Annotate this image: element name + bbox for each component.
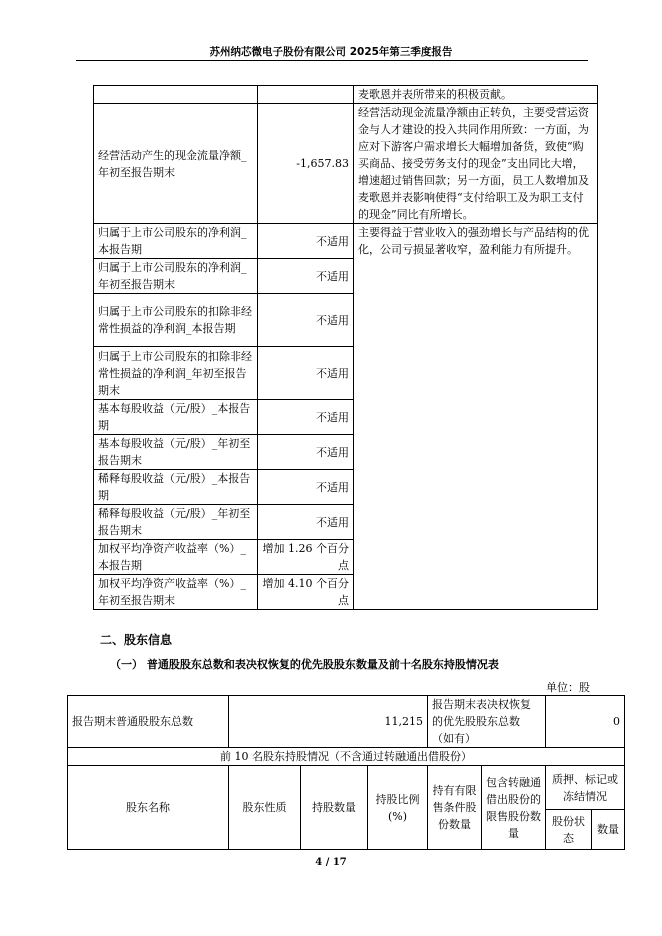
row-label: 归属于上市公司股东的扣除非经常性损益的净利润_本报告期 bbox=[94, 294, 258, 347]
row-value: 不适用 bbox=[258, 505, 354, 540]
shareholders-table bbox=[67, 695, 625, 850]
row-value: 不适用 bbox=[258, 259, 354, 294]
page-number: 4 / 17 bbox=[315, 857, 347, 868]
row-label: 归属于上市公司股东的净利润_本报告期 bbox=[94, 224, 258, 259]
row-value: 不适用 bbox=[258, 224, 354, 259]
cell-empty bbox=[258, 86, 354, 104]
continued-note: 麦歌恩并表所带来的积极贡献。 bbox=[354, 86, 598, 104]
row-label: 加权平均净资产收益率（%）_年初至报告期末 bbox=[94, 575, 258, 610]
col-header-nature: 股东性质 bbox=[229, 766, 301, 850]
col-header-name: 股东名称 bbox=[68, 766, 229, 850]
row-value: 增加 4.10 个百分点 bbox=[258, 575, 354, 610]
cell-empty bbox=[94, 86, 258, 104]
financial-indicators-table bbox=[93, 85, 598, 610]
col-header-quantity: 持股数量 bbox=[301, 766, 368, 850]
row-value: 增加 1.26 个百分点 bbox=[258, 540, 354, 575]
row-value: 不适用 bbox=[258, 470, 354, 505]
unit-label: 单位：股 bbox=[546, 681, 590, 694]
row-label: 稀释每股收益（元/股）_本报告期 bbox=[94, 470, 258, 505]
section-title: 二、股东信息 bbox=[100, 633, 173, 647]
profit-note: 主要得益于营业收入的强劲增长与产品结构的优化，公司亏损显著收窄，盈利能力有所提升。 bbox=[354, 224, 598, 610]
row-label: 基本每股收益（元/股）_本报告期 bbox=[94, 400, 258, 435]
col-header-restricted: 持有有限售条件股份数量 bbox=[428, 766, 482, 850]
row-value: 不适用 bbox=[258, 347, 354, 400]
row-value: 不适用 bbox=[258, 294, 354, 347]
cashflow-value: -1,657.83 bbox=[258, 104, 354, 224]
total-shareholders-value: 11,215 bbox=[229, 696, 428, 748]
col-header-lent: 包含转融通借出股份的限售股份数量 bbox=[482, 766, 546, 850]
top10-caption: 前 10 名股东持股情况（不含通过转融通出借股份） bbox=[68, 748, 625, 766]
section-subtitle: （一） 普通股股东总数和表决权恢复的优先股股东数量及前十名股东持股情况表 bbox=[110, 658, 499, 671]
cashflow-note: 经营活动现金流量净额由正转负，主要受营运资金与人才建设的投入共同作用所致：一方面，为应对下游客户需求增长大幅增加备货，致使“购买商品、接受劳务支付的现金”支出同比大增，增速超过销售回款；另一方面，员工人数增加及麦歌恩并表影响使得“支付给职工及为职工支付的现金”同比有所增长。 bbox=[354, 104, 598, 224]
cashflow-label: 经营活动产生的现金流量净额_年初至报告期末 bbox=[94, 104, 258, 224]
row-label: 归属于上市公司股东的净利润_年初至报告期末 bbox=[94, 259, 258, 294]
total-shareholders-label: 报告期末普通股股东总数 bbox=[68, 696, 229, 748]
header-rule bbox=[76, 60, 588, 61]
row-label: 基本每股收益（元/股）_年初至报告期末 bbox=[94, 435, 258, 470]
preferred-shareholders-label: 报告期末表决权恢复的优先股股东总数（如有） bbox=[428, 696, 546, 748]
row-value: 不适用 bbox=[258, 435, 354, 470]
col-header-pledge: 质押、标记或冻结情况 bbox=[546, 766, 625, 810]
col-header-count: 数量 bbox=[592, 810, 625, 850]
preferred-shareholders-value: 0 bbox=[546, 696, 625, 748]
col-header-status: 股份状态 bbox=[546, 810, 592, 850]
row-label: 稀释每股收益（元/股）_年初至报告期末 bbox=[94, 505, 258, 540]
page-header: 苏州纳芯微电子股份有限公司 2025年第三季度报告 bbox=[209, 46, 453, 58]
row-label: 加权平均净资产收益率（%）_本报告期 bbox=[94, 540, 258, 575]
row-value: 不适用 bbox=[258, 400, 354, 435]
row-label: 归属于上市公司股东的扣除非经常性损益的净利润_年初至报告期末 bbox=[94, 347, 258, 400]
col-header-ratio: 持股比例(%) bbox=[368, 766, 428, 850]
